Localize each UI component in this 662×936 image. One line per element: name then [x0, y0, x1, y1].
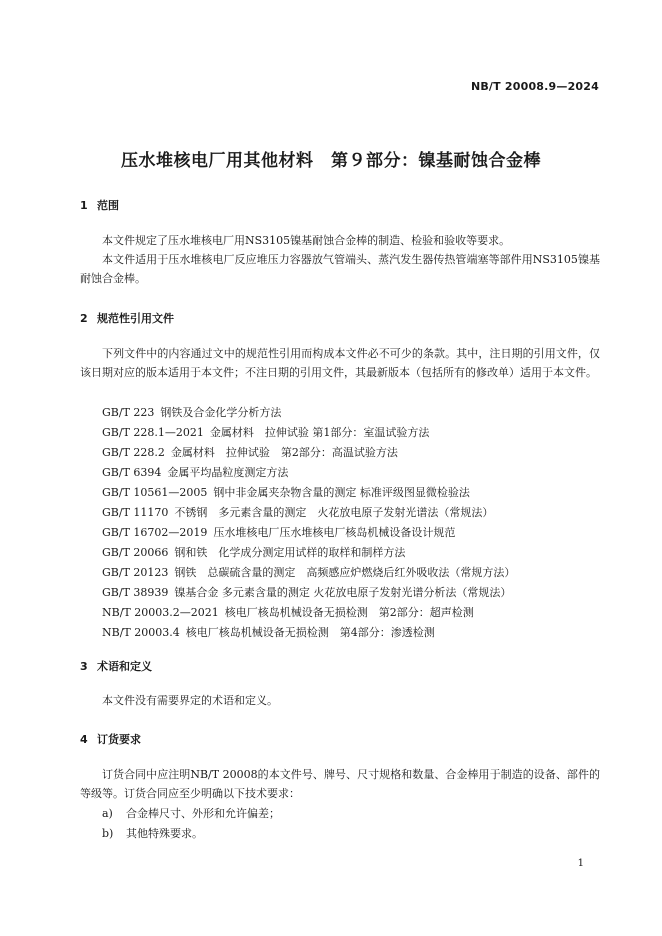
reference-item	[102, 443, 515, 463]
reference-item	[102, 523, 515, 543]
reference-code: GB/T 16702—2019	[102, 526, 208, 539]
list-marker: b)	[102, 827, 114, 840]
requirement-item	[102, 824, 280, 844]
reference-list	[102, 403, 515, 643]
page-number: 1	[577, 858, 584, 869]
reference-title: 金属材料 拉伸试验 第2部分：高温试验方法	[170, 446, 398, 459]
document-title: 压水堆核电厂用其他材料 第９部分：镍基耐蚀合金棒	[121, 151, 541, 171]
reference-title: 钢中非金属夹杂物含量的测定 标准评级图显微检验法	[213, 486, 470, 499]
reference-code: GB/T 228.1—2021	[102, 426, 204, 439]
reference-code: NB/T 20003.2—2021	[102, 606, 219, 619]
reference-item	[102, 563, 515, 583]
section-4-heading	[80, 731, 141, 747]
reference-code: GB/T 38939	[102, 586, 169, 599]
reference-code: GB/T 11170	[102, 506, 169, 519]
section-number: 4	[80, 733, 88, 746]
standard-code: NB/T 20008.9—2024	[470, 80, 599, 93]
scope-paragraph-1: 本文件规定了压水堆核电厂用NS3105镍基耐蚀合金棒的制造、检验和验收等要求。	[102, 234, 511, 247]
requirement-text: 其他特殊要求。	[126, 827, 203, 840]
section-number: 1	[80, 199, 88, 212]
reference-item	[102, 623, 515, 643]
reference-item	[102, 403, 515, 423]
section-number: 2	[80, 312, 88, 325]
section-title: 术语和定义	[97, 660, 152, 673]
reference-code: GB/T 20123	[102, 566, 169, 579]
reference-code: GB/T 223	[102, 406, 155, 419]
reference-code: GB/T 10561—2005	[102, 486, 208, 499]
reference-item	[102, 603, 515, 623]
requirement-text: 合金棒尺寸、外形和允许偏差；	[126, 807, 280, 820]
reference-code: GB/T 6394	[102, 466, 162, 479]
reference-item	[102, 503, 515, 523]
requirement-list	[102, 804, 280, 844]
section-title: 范围	[97, 199, 119, 212]
reference-title: 压水堆核电厂压水堆核电厂核岛机械设备设计规范	[213, 526, 456, 539]
references-intro: 下列文件中的内容通过文中的规范性引用而构成本文件必不可少的条款。其中，注日期的引用文件，仅该日期对应的版本适用于本文件；不注日期的引用文件，其最新版本（包括所有的修改单）适用于本文件。	[80, 347, 600, 379]
reference-title: 金属材料 拉伸试验 第1部分：室温试验方法	[209, 426, 430, 439]
reference-title: 不锈钢 多元素含量的测定 火花放电原子发射光谱法（常规法）	[174, 506, 494, 519]
list-marker: a)	[102, 807, 113, 820]
reference-item	[102, 543, 515, 563]
reference-title: 核电厂核岛机械设备无损检测 第4部分：渗透检测	[185, 626, 435, 639]
reference-title: 钢和铁 化学成分测定用试样的取样和制样方法	[174, 546, 406, 559]
reference-title: 核电厂核岛机械设备无损检测 第2部分：超声检测	[224, 606, 474, 619]
scope-paragraph-2: 本文件适用于压水堆核电厂反应堆压力容器放气管端头、蒸汽发生器传热管端塞等部件用NS3105镍基耐蚀合金棒。	[80, 253, 600, 285]
reference-item	[102, 423, 515, 443]
reference-code: GB/T 20066	[102, 546, 169, 559]
section-title: 规范性引用文件	[97, 312, 174, 325]
section-2-heading	[80, 310, 174, 326]
reference-item	[102, 483, 515, 503]
reference-title: 钢铁 总碳硫含量的测定 高频感应炉燃烧后红外吸收法（常规方法）	[174, 566, 516, 579]
terms-paragraph: 本文件没有需要界定的术语和定义。	[102, 694, 278, 707]
section-1-heading	[80, 197, 119, 213]
reference-item	[102, 583, 515, 603]
reference-title: 钢铁及合金化学分析方法	[160, 406, 282, 419]
requirement-item	[102, 804, 280, 824]
reference-title: 镍基合金 多元素含量的测定 火花放电原子发射光谱分析法（常规法）	[174, 586, 512, 599]
section-3-heading	[80, 658, 152, 674]
reference-code: GB/T 228.2	[102, 446, 165, 459]
reference-item	[102, 463, 515, 483]
section-title: 订货要求	[97, 733, 141, 746]
reference-title: 金属平均晶粒度测定方法	[167, 466, 289, 479]
section-number: 3	[80, 660, 88, 673]
ordering-paragraph: 订货合同中应注明NB/T 20008的本文件号、牌号、尺寸规格和数量、合金棒用于制造的设备、部件的等级等。订货合同应至少明确以下技术要求：	[80, 768, 600, 800]
reference-code: NB/T 20003.4	[102, 626, 180, 639]
